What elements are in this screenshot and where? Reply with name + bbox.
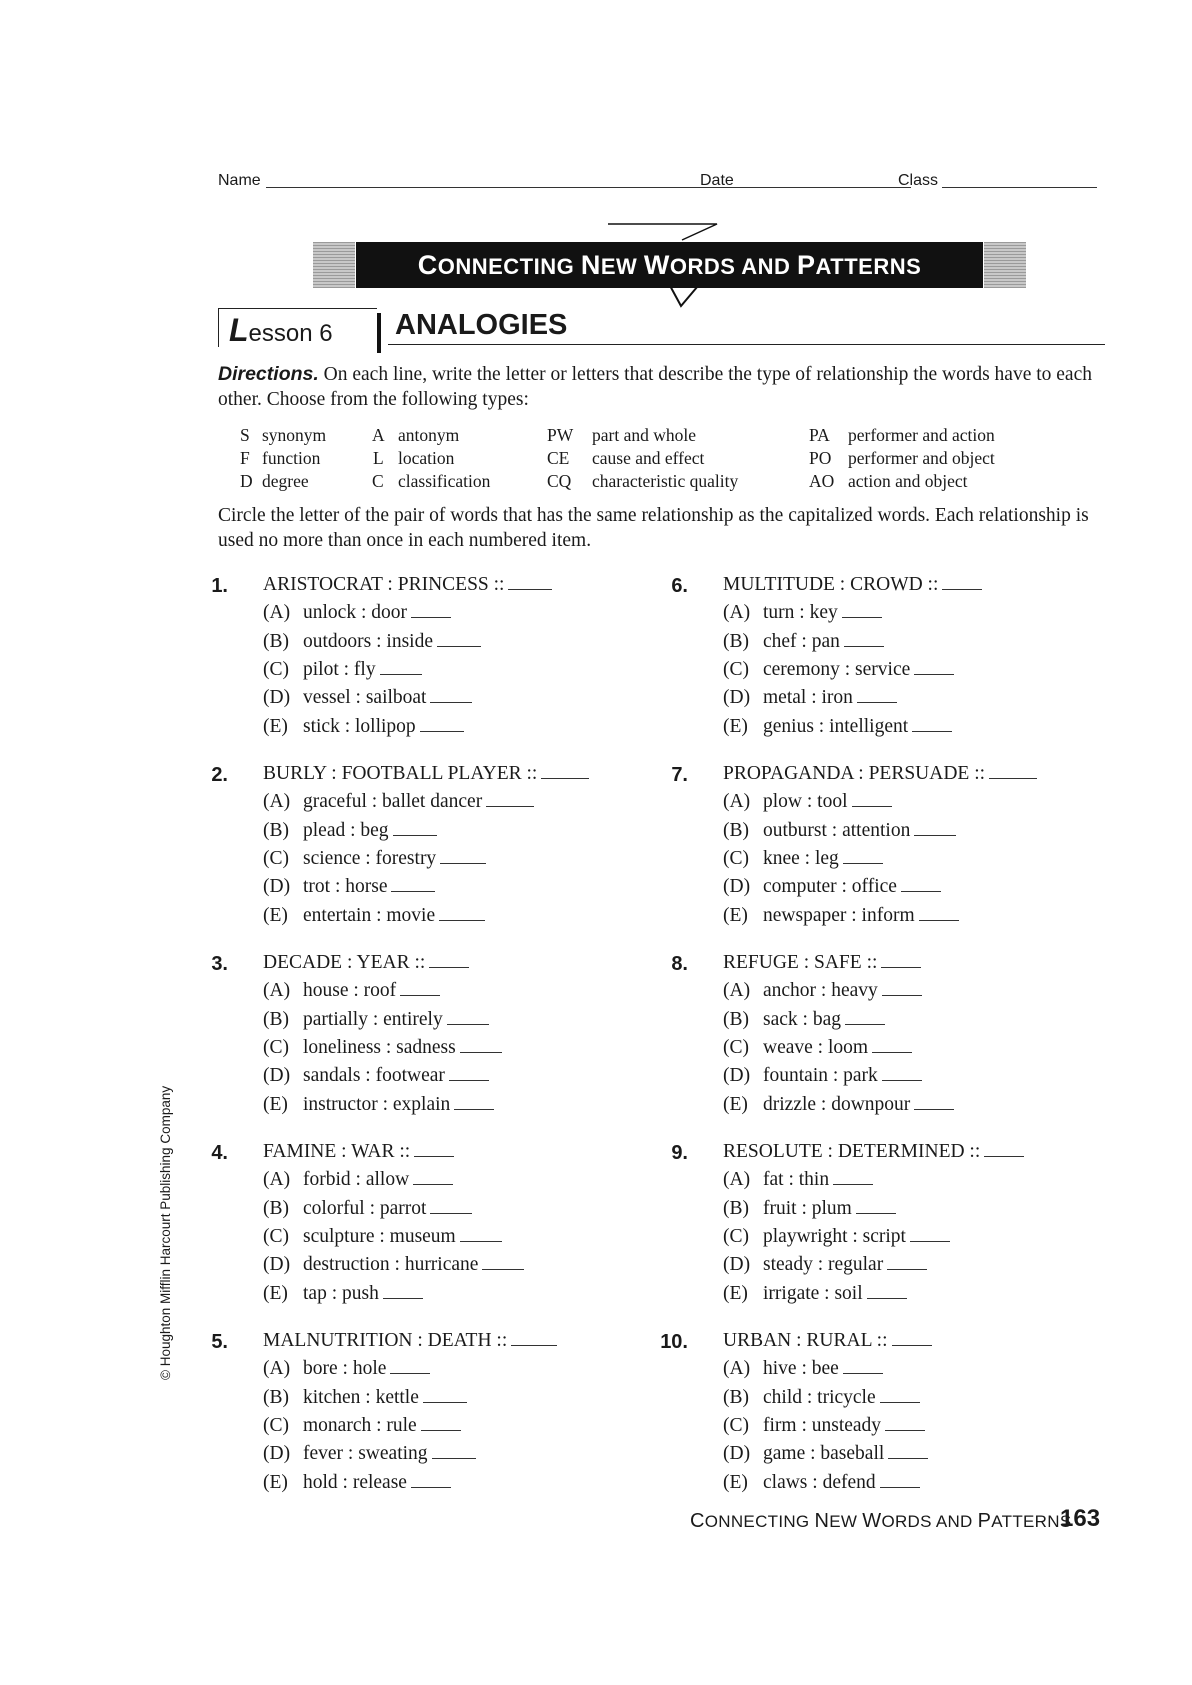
answer-blank[interactable] xyxy=(437,632,481,647)
answer-blank[interactable] xyxy=(380,660,422,675)
question-number: 5. xyxy=(211,1331,228,1353)
type-label: performer and object xyxy=(848,448,995,468)
type-code: AO xyxy=(809,471,835,491)
date-label: Date xyxy=(700,172,734,189)
question-number: 7. xyxy=(671,764,688,786)
option-text: computer : office xyxy=(763,876,897,898)
question-number: 1. xyxy=(211,575,228,597)
answer-option[interactable] xyxy=(263,848,486,870)
answer-blank[interactable] xyxy=(400,981,440,996)
answer-blank[interactable] xyxy=(411,603,451,618)
question-stem xyxy=(723,952,921,974)
question-number: 9. xyxy=(671,1142,688,1164)
option-letter[interactable]: (C) xyxy=(723,1225,749,1247)
option-text: pilot : fly xyxy=(303,658,376,680)
answer-blank[interactable] xyxy=(391,877,435,892)
option-letter[interactable]: (A) xyxy=(723,791,751,813)
option-letter[interactable]: (D) xyxy=(723,876,751,898)
option-text: kitchen : kettle xyxy=(303,1386,419,1408)
option-letter[interactable]: (E) xyxy=(263,904,288,926)
option-text: hold : release xyxy=(303,1471,407,1493)
answer-blank[interactable] xyxy=(912,717,952,732)
question-stem-text: DECADE : YEAR :: xyxy=(263,952,426,973)
option-text: turn : key xyxy=(763,602,838,624)
answer-blank[interactable] xyxy=(541,764,589,779)
answer-blank[interactable] xyxy=(432,1444,476,1459)
answer-option[interactable] xyxy=(263,631,481,653)
answer-option[interactable] xyxy=(723,1226,950,1248)
type-code: F xyxy=(240,448,250,468)
copyright-notice: © Houghton Mifflin Harcourt Publishing Company xyxy=(158,1085,173,1380)
answer-blank[interactable] xyxy=(914,821,956,836)
answer-option[interactable] xyxy=(263,602,451,624)
question-stem-text: FAMINE : WAR :: xyxy=(263,1141,411,1162)
option-text: hive : bee xyxy=(763,1358,839,1380)
option-letter[interactable]: (B) xyxy=(263,1386,289,1408)
page-number: 163 xyxy=(1060,1505,1101,1532)
answer-blank[interactable] xyxy=(989,764,1037,779)
option-letter[interactable]: (B) xyxy=(263,1008,289,1030)
option-text: stick : lollipop xyxy=(303,715,416,737)
option-letter[interactable]: (A) xyxy=(723,602,751,624)
answer-option[interactable] xyxy=(723,820,956,842)
option-text: forbid : allow xyxy=(303,1169,410,1191)
answer-option[interactable] xyxy=(723,1443,928,1465)
class-label: Class xyxy=(898,172,939,189)
option-letter[interactable]: (C) xyxy=(263,847,289,869)
option-letter[interactable]: (A) xyxy=(723,980,751,1002)
question-stem xyxy=(723,1330,932,1352)
type-label: action and object xyxy=(848,471,968,491)
option-text: plow : tool xyxy=(763,791,848,813)
type-label: antonym xyxy=(398,425,460,445)
option-text: outdoors : inside xyxy=(303,630,433,652)
option-text: loneliness : sadness xyxy=(303,1036,456,1058)
type-label: synonym xyxy=(262,425,327,445)
option-letter[interactable]: (D) xyxy=(723,1065,751,1087)
answer-blank[interactable] xyxy=(430,1199,472,1214)
answer-option[interactable] xyxy=(263,1415,461,1437)
answer-blank[interactable] xyxy=(430,688,472,703)
answer-option[interactable] xyxy=(723,791,892,813)
option-letter[interactable]: (C) xyxy=(263,1414,289,1436)
answer-option[interactable] xyxy=(723,687,897,709)
instructions: Circle the letter of the pair of words that has the same relationship as the capitalized words. Each relationship is used no more than once in each numbered item. xyxy=(218,505,1089,551)
answer-option[interactable] xyxy=(263,1387,467,1409)
answer-blank[interactable] xyxy=(440,849,486,864)
question-stem xyxy=(263,952,469,974)
answer-option[interactable] xyxy=(723,602,882,624)
answer-blank[interactable] xyxy=(414,1142,454,1157)
option-letter[interactable]: (E) xyxy=(723,715,748,737)
question-stem xyxy=(263,574,552,596)
answer-blank[interactable] xyxy=(892,1331,932,1346)
question-number: 4. xyxy=(211,1142,228,1164)
answer-blank[interactable] xyxy=(856,1199,896,1214)
option-letter[interactable]: (B) xyxy=(723,819,749,841)
banner-title: CONNECTING NEW WORDS AND PATTERNS xyxy=(417,250,922,280)
option-text: metal : iron xyxy=(763,687,853,709)
answer-option[interactable] xyxy=(263,1254,524,1276)
answer-blank[interactable] xyxy=(383,1284,423,1299)
answer-option[interactable] xyxy=(263,1009,489,1031)
answer-blank[interactable] xyxy=(942,575,982,590)
answer-blank[interactable] xyxy=(882,1066,922,1081)
option-text: knee : leg xyxy=(763,847,839,869)
answer-blank[interactable] xyxy=(390,1359,430,1374)
answer-option[interactable] xyxy=(263,1094,494,1116)
answer-blank[interactable] xyxy=(887,1255,927,1270)
answer-option[interactable] xyxy=(723,659,954,681)
banner-right-block xyxy=(984,242,1026,288)
type-code: D xyxy=(240,471,253,491)
question-number: 6. xyxy=(671,575,688,597)
option-text: fruit : plum xyxy=(763,1197,852,1219)
answer-blank[interactable] xyxy=(901,877,941,892)
option-text: irrigate : soil xyxy=(763,1282,863,1304)
relationship-types xyxy=(240,424,1060,496)
class-field[interactable] xyxy=(942,187,1097,188)
answer-option[interactable] xyxy=(263,1226,502,1248)
option-text: unlock : door xyxy=(303,602,407,624)
answer-blank[interactable] xyxy=(454,1095,494,1110)
date-field[interactable] xyxy=(741,187,891,188)
answer-option[interactable] xyxy=(263,876,435,898)
option-letter[interactable]: (B) xyxy=(263,819,289,841)
answer-blank[interactable] xyxy=(439,906,485,921)
answer-option[interactable] xyxy=(263,1198,472,1220)
option-letter[interactable]: (A) xyxy=(263,602,291,624)
option-letter[interactable]: (C) xyxy=(723,847,749,869)
option-letter[interactable]: (E) xyxy=(263,715,288,737)
option-letter[interactable]: (B) xyxy=(263,1197,289,1219)
directions-label: Directions. xyxy=(218,363,319,385)
option-text: instructor : explain xyxy=(303,1093,451,1115)
option-letter[interactable]: (C) xyxy=(723,1036,749,1058)
option-letter[interactable]: (A) xyxy=(723,1358,751,1380)
type-label: characteristic quality xyxy=(592,471,739,491)
question-stem xyxy=(723,574,982,596)
answer-option[interactable] xyxy=(723,1387,920,1409)
type-code: PO xyxy=(809,448,832,468)
answer-blank[interactable] xyxy=(888,1444,928,1459)
type-label: part and whole xyxy=(592,425,696,445)
lesson-label-box xyxy=(218,308,377,347)
answer-option[interactable] xyxy=(723,876,941,898)
answer-blank[interactable] xyxy=(447,1010,489,1025)
option-text: tap : push xyxy=(303,1282,379,1304)
answer-option[interactable] xyxy=(263,980,440,1002)
answer-option[interactable] xyxy=(723,1283,907,1305)
option-letter[interactable]: (A) xyxy=(723,1169,751,1191)
answer-blank[interactable] xyxy=(413,1170,453,1185)
option-text: firm : unsteady xyxy=(763,1414,882,1436)
footer-title: CONNECTING NEW WORDS AND PATTERNS xyxy=(690,1510,1072,1532)
option-text: weave : loom xyxy=(763,1036,869,1058)
answer-blank[interactable] xyxy=(393,821,437,836)
option-letter[interactable]: (C) xyxy=(263,658,289,680)
option-text: bore : hole xyxy=(303,1358,387,1380)
option-letter[interactable]: (E) xyxy=(723,1093,748,1115)
answer-option[interactable] xyxy=(723,848,883,870)
lesson-title: ANALOGIES xyxy=(395,309,568,341)
option-letter[interactable]: (E) xyxy=(263,1093,288,1115)
question-number: 2. xyxy=(211,764,228,786)
answer-blank[interactable] xyxy=(429,953,469,968)
option-letter[interactable]: (B) xyxy=(263,630,289,652)
option-letter[interactable]: (C) xyxy=(263,1225,289,1247)
answer-option[interactable] xyxy=(263,1169,453,1191)
option-letter[interactable]: (E) xyxy=(263,1471,288,1493)
answer-blank[interactable] xyxy=(872,1038,912,1053)
name-label: Name xyxy=(218,172,261,189)
answer-option[interactable] xyxy=(723,1094,954,1116)
banner-left-block xyxy=(313,242,355,288)
type-code: A xyxy=(372,425,385,445)
option-text: monarch : rule xyxy=(303,1414,417,1436)
option-text: vessel : sailboat xyxy=(303,687,427,709)
answer-option[interactable] xyxy=(723,1472,920,1494)
answer-blank[interactable] xyxy=(914,660,954,675)
answer-blank[interactable] xyxy=(482,1255,524,1270)
option-text: graceful : ballet dancer xyxy=(303,791,483,813)
answer-blank[interactable] xyxy=(511,1331,557,1346)
question-number: 8. xyxy=(671,953,688,975)
answer-option[interactable] xyxy=(263,1283,423,1305)
answer-blank[interactable] xyxy=(914,1095,954,1110)
option-text: chef : pan xyxy=(763,630,840,652)
title-rule xyxy=(388,344,1105,345)
answer-option[interactable] xyxy=(723,905,959,927)
type-label: classification xyxy=(398,471,491,491)
answer-option[interactable] xyxy=(723,980,922,1002)
option-letter[interactable]: (A) xyxy=(263,1169,291,1191)
answer-option[interactable] xyxy=(723,1198,896,1220)
option-text: fountain : park xyxy=(763,1065,878,1087)
answer-blank[interactable] xyxy=(880,1473,920,1488)
type-code: PW xyxy=(547,425,574,445)
answer-blank[interactable] xyxy=(882,981,922,996)
type-label: function xyxy=(262,448,321,468)
answer-blank[interactable] xyxy=(880,1388,920,1403)
answer-option[interactable] xyxy=(723,716,952,738)
answer-blank[interactable] xyxy=(421,1416,461,1431)
option-letter[interactable]: (C) xyxy=(723,1414,749,1436)
answer-blank[interactable] xyxy=(844,632,884,647)
answer-blank[interactable] xyxy=(919,906,959,921)
answer-option[interactable] xyxy=(263,1472,451,1494)
question-stem-text: MULTITUDE : CROWD :: xyxy=(723,574,939,595)
option-letter[interactable]: (D) xyxy=(263,687,291,709)
option-text: game : baseball xyxy=(763,1443,885,1465)
answer-blank[interactable] xyxy=(984,1142,1024,1157)
answer-blank[interactable] xyxy=(910,1227,950,1242)
question-number: 10. xyxy=(660,1331,688,1353)
type-label: degree xyxy=(262,471,309,491)
option-text: newspaper : inform xyxy=(763,904,915,926)
option-letter[interactable]: (E) xyxy=(723,1471,748,1493)
option-letter[interactable]: (E) xyxy=(723,904,748,926)
answer-option[interactable] xyxy=(263,820,437,842)
option-letter[interactable]: (C) xyxy=(723,658,749,680)
answer-blank[interactable] xyxy=(423,1388,467,1403)
answer-blank[interactable] xyxy=(881,953,921,968)
option-letter[interactable]: (A) xyxy=(263,980,291,1002)
answer-option[interactable] xyxy=(723,1358,883,1380)
type-code: CE xyxy=(547,448,570,468)
option-letter[interactable]: (B) xyxy=(723,1197,749,1219)
directions-text: On each line, write the letter or letters that describe the type of relationship the words have to each other. Choose from the following types: xyxy=(218,364,1092,410)
option-letter[interactable]: (D) xyxy=(263,1443,291,1465)
option-letter[interactable]: (E) xyxy=(263,1282,288,1304)
answer-option[interactable] xyxy=(723,1065,922,1087)
option-text: plead : beg xyxy=(303,819,389,841)
option-text: steady : regular xyxy=(763,1254,884,1276)
question-stem-text: ARISTOCRAT : PRINCESS :: xyxy=(263,574,505,595)
option-letter[interactable]: (A) xyxy=(263,791,291,813)
option-letter[interactable]: (D) xyxy=(263,876,291,898)
answer-blank[interactable] xyxy=(420,717,464,732)
option-letter[interactable]: (E) xyxy=(723,1282,748,1304)
answer-option[interactable] xyxy=(263,905,485,927)
option-text: outburst : attention xyxy=(763,819,911,841)
option-text: house : roof xyxy=(303,980,397,1002)
answer-blank[interactable] xyxy=(833,1170,873,1185)
option-letter[interactable]: (B) xyxy=(723,630,749,652)
option-text: destruction : hurricane xyxy=(303,1254,479,1276)
option-text: fever : sweating xyxy=(303,1443,428,1465)
question-stem xyxy=(723,763,1037,785)
answer-blank[interactable] xyxy=(411,1473,451,1488)
answer-option[interactable] xyxy=(263,1037,502,1059)
option-letter[interactable]: (D) xyxy=(723,1254,751,1276)
option-letter[interactable]: (D) xyxy=(263,1254,291,1276)
option-text: sandals : footwear xyxy=(303,1065,445,1087)
answer-blank[interactable] xyxy=(460,1038,502,1053)
option-letter[interactable]: (B) xyxy=(723,1008,749,1030)
answer-option[interactable] xyxy=(263,716,464,738)
option-letter[interactable]: (B) xyxy=(723,1386,749,1408)
option-letter[interactable]: (D) xyxy=(723,1443,751,1465)
answer-blank[interactable] xyxy=(842,603,882,618)
type-code: S xyxy=(240,425,250,445)
option-text: partially : entirely xyxy=(303,1008,443,1030)
answer-blank[interactable] xyxy=(852,792,892,807)
directions xyxy=(218,362,1113,412)
question-stem-text: URBAN : RURAL :: xyxy=(723,1330,888,1351)
answer-option[interactable] xyxy=(723,1169,873,1191)
answer-option[interactable] xyxy=(263,659,422,681)
type-code: PA xyxy=(809,425,830,445)
question-stem-text: MALNUTRITION : DEATH :: xyxy=(263,1330,508,1351)
answer-option[interactable] xyxy=(723,1009,885,1031)
option-text: claws : defend xyxy=(763,1471,876,1493)
type-label: cause and effect xyxy=(592,448,705,468)
question-stem-text: RESOLUTE : DETERMINED :: xyxy=(723,1141,981,1162)
type-code: CQ xyxy=(547,471,572,491)
question-stem-text: PROPAGANDA : PERSUADE :: xyxy=(723,763,986,784)
type-code: L xyxy=(373,448,384,468)
option-text: playwright : script xyxy=(763,1225,906,1247)
option-text: anchor : heavy xyxy=(763,980,878,1002)
option-letter[interactable]: (A) xyxy=(263,1358,291,1380)
question-stem xyxy=(263,1141,454,1163)
type-label: performer and action xyxy=(848,425,995,445)
option-text: sculpture : museum xyxy=(303,1225,456,1247)
question-stem xyxy=(263,763,589,785)
option-text: ceremony : service xyxy=(763,658,911,680)
lesson-label: Lesson 6 xyxy=(229,312,333,348)
answer-option[interactable] xyxy=(723,1254,927,1276)
type-label: location xyxy=(398,448,455,468)
option-letter[interactable]: (D) xyxy=(723,687,751,709)
option-text: sack : bag xyxy=(763,1008,841,1030)
option-text: entertain : movie xyxy=(303,904,436,926)
answer-option[interactable] xyxy=(263,791,534,813)
option-text: fat : thin xyxy=(763,1169,830,1191)
answer-option[interactable] xyxy=(723,1415,925,1437)
option-text: science : forestry xyxy=(303,847,437,869)
answer-option[interactable] xyxy=(263,1358,430,1380)
answer-blank[interactable] xyxy=(843,1359,883,1374)
option-text: colorful : parrot xyxy=(303,1197,427,1219)
option-text: trot : horse xyxy=(303,876,388,898)
answer-option[interactable] xyxy=(263,1065,489,1087)
type-code: C xyxy=(372,471,384,491)
question-number: 3. xyxy=(211,953,228,975)
option-letter[interactable]: (D) xyxy=(263,1065,291,1087)
answer-blank[interactable] xyxy=(845,1010,885,1025)
option-text: child : tricycle xyxy=(763,1386,876,1408)
answer-blank[interactable] xyxy=(885,1416,925,1431)
answer-option[interactable] xyxy=(723,1037,912,1059)
question-stem xyxy=(723,1141,1024,1163)
question-stem xyxy=(263,1330,557,1352)
answer-blank[interactable] xyxy=(486,792,534,807)
answer-blank[interactable] xyxy=(857,688,897,703)
option-text: genius : intelligent xyxy=(763,715,909,737)
answer-option[interactable] xyxy=(263,687,472,709)
question-stem-text: BURLY : FOOTBALL PLAYER :: xyxy=(263,763,538,784)
section-banner xyxy=(313,242,1026,288)
answer-blank[interactable] xyxy=(460,1227,502,1242)
answer-blank[interactable] xyxy=(449,1066,489,1081)
option-text: drizzle : downpour xyxy=(763,1093,911,1115)
question-stem-text: REFUGE : SAFE :: xyxy=(723,952,878,973)
answer-option[interactable] xyxy=(263,1443,476,1465)
option-letter[interactable]: (C) xyxy=(263,1036,289,1058)
answer-blank[interactable] xyxy=(867,1284,907,1299)
answer-blank[interactable] xyxy=(843,849,883,864)
answer-option[interactable] xyxy=(723,631,884,653)
banner-bar xyxy=(356,242,983,288)
answer-blank[interactable] xyxy=(508,575,552,590)
